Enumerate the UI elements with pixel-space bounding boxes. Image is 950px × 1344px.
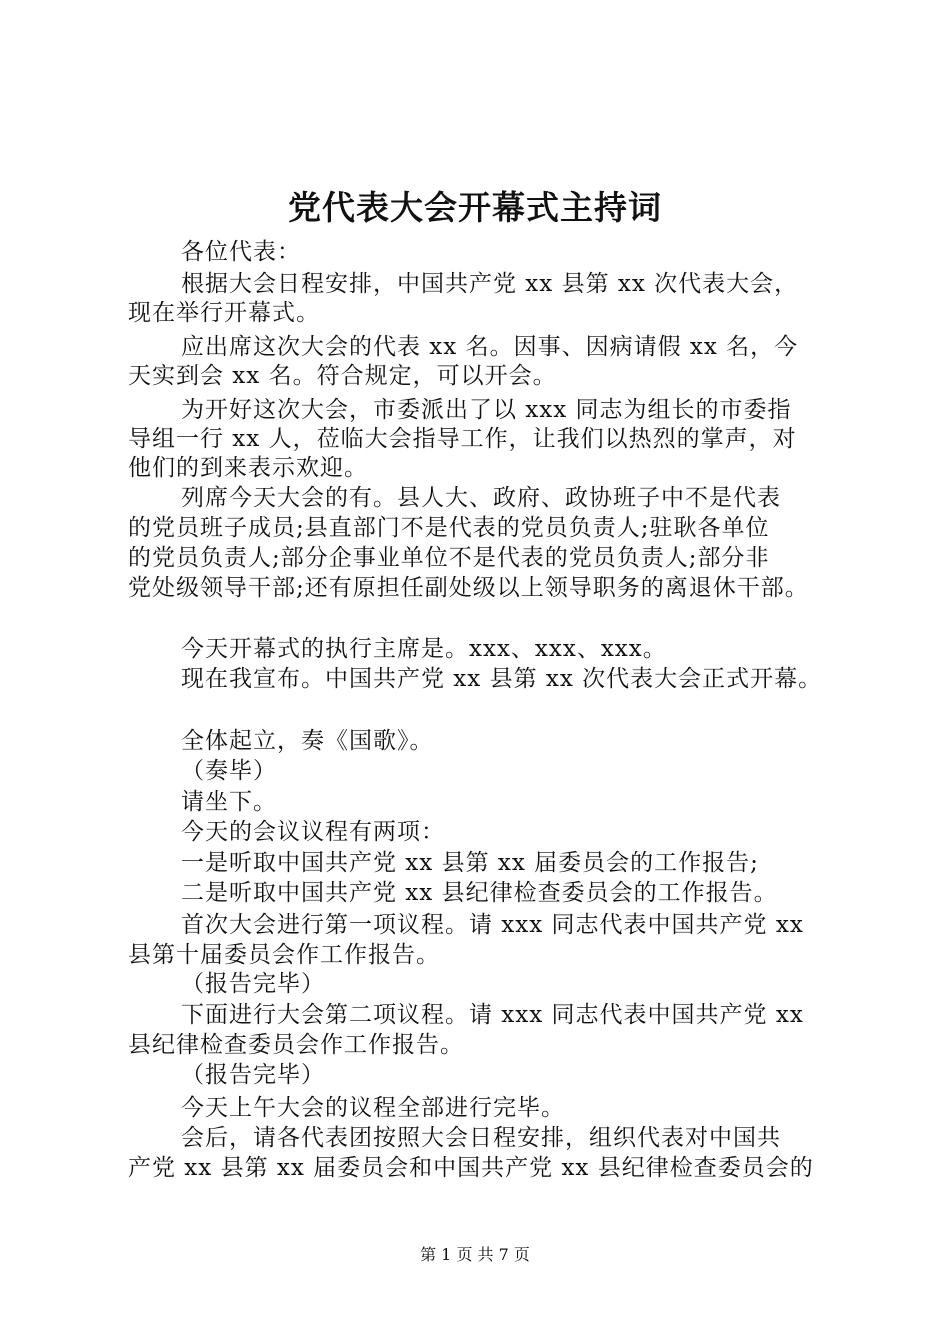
paragraph-line: 一是听取中国共产党 xx 县第 xx 届委员会的工作报告; [181, 850, 759, 876]
paragraph-line: 党处级领导干部;还有原担任副处级以上领导职务的离退休干部。 [128, 575, 809, 601]
paragraph-line: （报告完毕） [181, 1062, 325, 1088]
paragraph-line: 根据大会日程安排，中国共产党 xx 县第 xx 次代表大会， [181, 271, 799, 297]
paragraph-line: 列席今天大会的有。县人大、政府、政协班子中不是代表 [181, 485, 781, 511]
paragraph-line: 请坐下。 [181, 789, 277, 815]
paragraph-line: 产党 xx 县第 xx 届委员会和中国共产党 xx 县纪律检查委员会的 [128, 1155, 814, 1181]
paragraph-line: 他们的到来表示欢迎。 [128, 455, 368, 481]
paragraph-line: （奏毕） [181, 758, 277, 784]
paragraph-line: 的党员负责人;部分企事业单位不是代表的党员负责人;部分非 [128, 545, 770, 571]
paragraph-line: 导组一行 xx 人，莅临大会指导工作，让我们以热烈的掌声，对 [128, 426, 797, 452]
paragraph-line: 今天上午大会的议程全部进行完毕。 [181, 1095, 565, 1121]
paragraph-line: 首次大会进行第一项议程。请 xxx 同志代表中国共产党 xx [181, 912, 804, 938]
paragraph-line: 今天开幕式的执行主席是。xxx、xxx、xxx。 [181, 636, 667, 662]
paragraph-line: 今天的会议议程有两项： [181, 819, 445, 845]
paragraph-line: 县纪律检查委员会作工作报告。 [128, 1032, 464, 1058]
page-footer: 第 1 页 共 7 页 [420, 1245, 530, 1264]
paragraph-line: 应出席这次大会的代表 xx 名。因事、因病请假 xx 名，今 [181, 334, 799, 360]
salutation: 各位代表： [181, 239, 301, 265]
paragraph-line: （报告完毕） [181, 971, 325, 997]
document-title: 党代表大会开幕式主持词 [288, 188, 662, 227]
paragraph-line: 全体起立，奏《国歌》。 [181, 728, 434, 754]
paragraph-line: 现在举行开幕式。 [128, 300, 320, 326]
paragraph-line: 为开好这次大会，市委派出了以 xxx 同志为组长的市委指 [181, 397, 792, 423]
paragraph-line: 县第十届委员会作工作报告。 [128, 942, 440, 968]
paragraph-line: 二是听取中国共产党 xx 县纪律检查委员会的工作报告。 [181, 880, 778, 906]
paragraph-line: 的党员班子成员;县直部门不是代表的党员负责人;驻耿各单位 [128, 515, 770, 541]
paragraph-line: 下面进行大会第二项议程。请 xxx 同志代表中国共产党 xx [181, 1002, 804, 1028]
paragraph-line: 天实到会 xx 名。符合规定，可以开会。 [128, 363, 557, 389]
paragraph-line: 现在我宣布。中国共产党 xx 县第 xx 次代表大会正式开幕。 [181, 666, 823, 692]
paragraph-line: 会后，请各代表团按照大会日程安排，组织代表对中国共 [181, 1125, 781, 1151]
